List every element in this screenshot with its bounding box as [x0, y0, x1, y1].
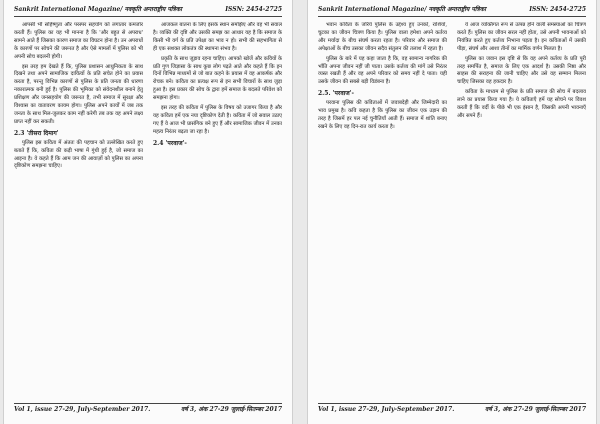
- paragraph: परवाना पुलिस की कविताओं में जवाबदेही और जिम्मेदारी का भाव प्रमुख है। कवि कहता है कि पुलिस का जीवन एक उड़ान की तरह है जिसमें हर पल नई चुनौतियाँ आती हैं। समाज में शांति बनाए रखने के लिए वह दिन-रात कार्य करता है।: [318, 100, 447, 130]
- column-right: [457, 22, 586, 400]
- footer-volume: Vol 1, issue 27-29, July-September 2017.: [14, 406, 151, 413]
- paragraph: कविता के माध्यम से पुलिस के प्रति समाज की सोच में बदलाव लाने का प्रयास किया गया है। ये कविताएँ हमें यह सोचने पर विवश करती हैं कि वर्दी के पीछे भी एक इंसान है, जिसकी अपनी भावनाएँ और सपने हैं।: [457, 89, 586, 119]
- column-left: [14, 22, 143, 400]
- footer-volume: Vol 1, issue 27-29, July-September 2017.: [318, 406, 455, 413]
- footer-issue: वर्ष 3, अंक 27-29 जुलाई-सितम्बर 2017: [485, 406, 586, 413]
- paragraph: इस तरह हम देखते हैं कि, पुलिस प्रशासन आधुनिकता के साथ दिखने तथा अपने सामाजिक दायित्वों के प्रति सचेत होने का प्रयास करता है, परन्तु विभिन्न कारणों से पुलिस के प्रति जनता की धारणा नकारात्मक बनी हुई है। पुलिस की भूमिका को संवेदनशील बनाने हेतु प्रशिक्षण और जनसहयोग की जरूरत है, तभी समाज में सुरक्षा और विश्वास का वातावरण कायम होगा। पुलिस अपने कार्यों में जब तक जनता के साथ मिल-जुलकर काम नहीं करेगी तब तक वह अपने लक्ष्य प्राप्त नहीं कर सकती।: [14, 63, 143, 125]
- text-columns: [318, 22, 586, 400]
- paragraph: पुलिस इस कविता में अंततः की पहचान को उल्लेखित करते हुए बताते हैं कि, कविता की कड़ी भाषा में गुंथी हुई है, जो समाज का आइना है। वे कहते हैं कि आम जन की आवाज़ों को पुलिस का अपना दृष्टिकोण समझना चाहिए।: [14, 139, 143, 170]
- section-heading: 2.5. 'परवाज'-: [318, 90, 354, 98]
- header-title: Sankrit International Magazine/ नवकृति अन्तराष्ट्रीय पत्रिका: [318, 6, 486, 13]
- header-issn: ISSN: 2454-2725: [529, 6, 586, 13]
- header-issn: ISSN: 2454-2725: [225, 6, 282, 13]
- column-right: [153, 22, 282, 400]
- text-columns: [14, 22, 282, 400]
- section-heading: 2.4 'परवाज'-: [153, 139, 187, 147]
- paragraph: इस तरह की कविता में पुलिस के विषय को उजागर किया है और यह कविता हमें एक नया दृष्टिकोण देती है। कविता में जो सवाल उठाए गए हैं वे आज भी प्रासंगिक बने हुए हैं और सामाजिक जीवन में उनका महत्व निरंतर बढ़ता जा रहा है।: [153, 105, 282, 135]
- paragraph: ये आज व्यक्तिगत रूप से उत्पन्न होने वाली समस्याओं का चित्रण करते हैं। पुलिस का जीवन सरल नहीं होता, उसे अपनी भावनाओं को नियंत्रित करते हुए कर्तव्य निभाना पड़ता है। इन कविताओं में उसकी पीड़ा, संघर्ष और आशा तीनों का मार्मिक वर्णन मिलता है।: [457, 22, 586, 52]
- paragraph: आपसी भी सहिष्णुता और परस्पर सहयोग को लगातार कमजोर करती हैं। पुलिस का यह भी मानना है कि 'और बहुत से अपराध' सामने आते हैं जिसका कारण समाज का विघटन होना है। उन अपराधों के कारणों पर सोचने की जरूरत है और ऐसे मामलों में पुलिस को भी अपनी सोच बदलनी होगी।: [14, 22, 143, 60]
- page-header: [14, 4, 282, 17]
- left-page: [4, 0, 292, 424]
- footer-issue: वर्ष 3, अंक 27-29 जुलाई-सितम्बर 2017: [181, 406, 282, 413]
- page-footer: [318, 403, 586, 416]
- page-header: [318, 4, 586, 17]
- right-page: [308, 0, 596, 424]
- header-title: Sankrit International Magazine/ नवकृति अन्तराष्ट्रीय पत्रिका: [14, 6, 182, 13]
- page-footer: [14, 403, 282, 416]
- paragraph: पुलिस का जवान इस दृष्टि से कि वह अपने कर्तव्य के प्रति पूरी तरह समर्पित है, समाज के लिए एक आदर्श है। उसकी निष्ठा और साहस की सराहना की जानी चाहिए और उसे वह सम्मान मिलना चाहिए जिसका वह हकदार है।: [457, 55, 586, 86]
- paragraph: प्रकृति के साथ जुड़ाव रहना चाहिए। आपको खोजें और कवियों के प्रति गुण जिज्ञासा के साथ कुछ लोग पढ़ते आते और कहते हैं कि इन दिनों विभिन्न माध्यमों से जो बात कहने के प्रयास में वह आकर्षक और रोचक बने। कविता का प्रत्यक्ष रूप से इन सभी विचारों के साथ जुड़ा हुआ है। इस प्रकार की सोच के द्वारा हमें समाज के बदलते परिवेश को समझना होगा।: [153, 55, 282, 102]
- paragraph: आजकल बातना के लिए इसके स्थान समझिए और वह भी सवाल है। व्यक्ति की दृष्टि और उसकी समझ का आधार यह है कि समाज के किसी भी वर्ग के प्रति उपेक्षा का भाव न हो। सभी की सहभागिता से ही एक सशक्त लोकतंत्र की स्थापना संभव है।: [153, 22, 282, 52]
- paragraph: भवान कविता के जरिये पुलिस के उद्देश्य हुए उनको, राशियों, चुटका का जीवन चित्रण किया है। पुलिस वाला हमेशा अपने कर्तव्य और मर्यादा के बीच संघर्ष करता रहता है। परिवार और समाज की अपेक्षाओं के बीच उसका जीवन सदैव संतुलन की तलाश में रहता है।: [318, 22, 447, 52]
- column-left: [318, 22, 447, 400]
- paragraph: पुलिस के बारे में यह कहा जाता है कि, वह सामान्य नागरिक की भाँति अपना जीवन नहीं जी पाता। उसके कर्तव्य की मांगें उसे निरंतर व्यस्त रखती हैं और वह अपने परिवार को समय नहीं दे पाता। यही उसके जीवन की सबसे बड़ी विडंबना है।: [318, 55, 447, 86]
- section-heading: 2.3 'तीसरा दिमाग': [14, 129, 59, 137]
